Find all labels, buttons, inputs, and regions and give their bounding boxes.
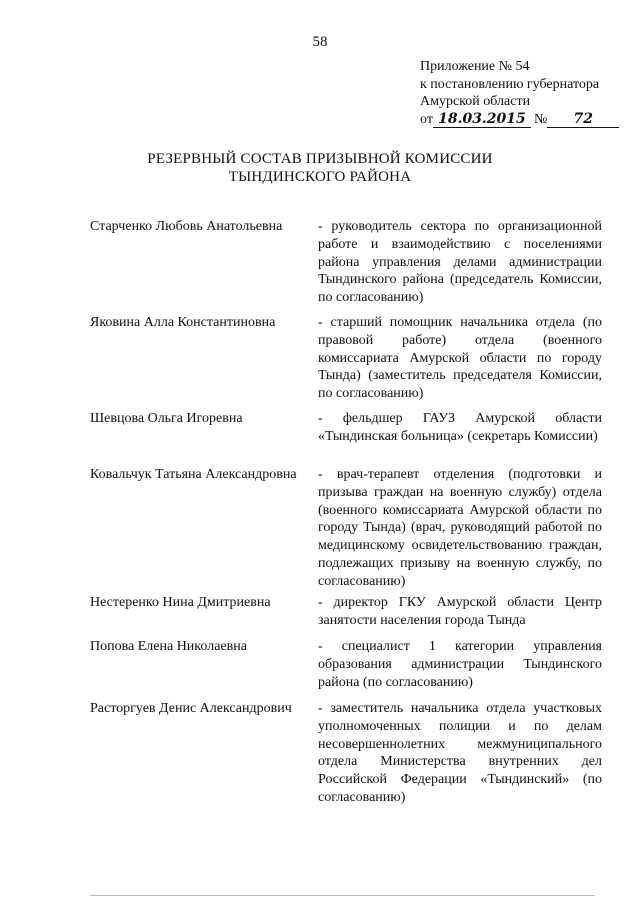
- member-name: Попова Елена Николаевна: [90, 639, 247, 654]
- member-name: Ковальчук Татьяна Александровна: [90, 467, 297, 482]
- appendix-header: [420, 58, 619, 128]
- member-row: [90, 314, 602, 410]
- member-role: - руководитель сектора по организационной работе и взаимодействию с поселениями района управления делами администрации Тындинского района (председатель Комиссии, по согласованию): [318, 219, 602, 306]
- member-row: [90, 218, 602, 314]
- member-row: [90, 410, 602, 466]
- title-line-1: РЕЗЕРВНЫЙ СОСТАВ ПРИЗЫВНОЙ КОМИССИИ: [147, 151, 493, 167]
- date-prefix: от: [420, 111, 433, 127]
- appendix-line-1: Приложение № 54: [420, 59, 530, 74]
- member-row: [90, 638, 602, 700]
- handwritten-number: 72: [547, 111, 619, 128]
- handwritten-date: 18.03.2015: [433, 111, 531, 128]
- member-name: Шевцова Ольга Игоревна: [90, 411, 243, 426]
- appendix-line-3: Амурской области: [420, 94, 531, 109]
- member-name: Расторгуев Денис Александрович: [90, 701, 292, 716]
- member-row: [90, 700, 602, 805]
- member-name: Нестеренко Нина Дмитриевна: [90, 595, 271, 610]
- member-row: [90, 466, 602, 594]
- member-role: - врач-терапевт отделения (подготовки и призыва граждан на военную службу) отдела (военного комиссариата Амурской области по городу Тында) (врач, руководящий работой по медицинскому освидетельствованию граждан, подлежащих призыву на военную службу, по согласованию): [318, 467, 602, 589]
- page-number: 58: [312, 34, 328, 50]
- member-role: - специалист 1 категории управления образования администрации Тындинского района (по согласованию): [318, 639, 602, 690]
- member-role: - старший помощник начальника отдела (по правовой работе) отдела (военного комиссариата Амурской области по городу Тында) (заместитель председателя Комиссии, по согласованию): [318, 315, 602, 402]
- member-list: [90, 218, 602, 805]
- appendix-date-row: [420, 111, 619, 129]
- member-name: Яковина Алла Константиновна: [90, 315, 276, 330]
- member-row: [90, 594, 602, 638]
- title-line-2: ТЫНДИНСКОГО РАЙОНА: [228, 169, 412, 185]
- number-label: №: [533, 111, 548, 127]
- member-role: - заместитель начальника отдела участковых уполномоченных полиции и по делам несовершеннолетних межмуниципального отдела Министерства внутренних дел Российской Федерации «Тындинский» (по согласованию): [318, 701, 602, 805]
- page-bottom-rule: [90, 895, 595, 896]
- member-role: - директор ГКУ Амурской области Центр занятости населения города Тында: [318, 595, 602, 628]
- member-name: Старченко Любовь Анатольевна: [90, 219, 283, 234]
- member-role: - фельдшер ГАУЗ Амурской области «Тындинская больница» (секретарь Комиссии): [318, 411, 602, 444]
- appendix-line-2: к постановлению губернатора: [420, 76, 600, 92]
- document-title: [0, 150, 640, 186]
